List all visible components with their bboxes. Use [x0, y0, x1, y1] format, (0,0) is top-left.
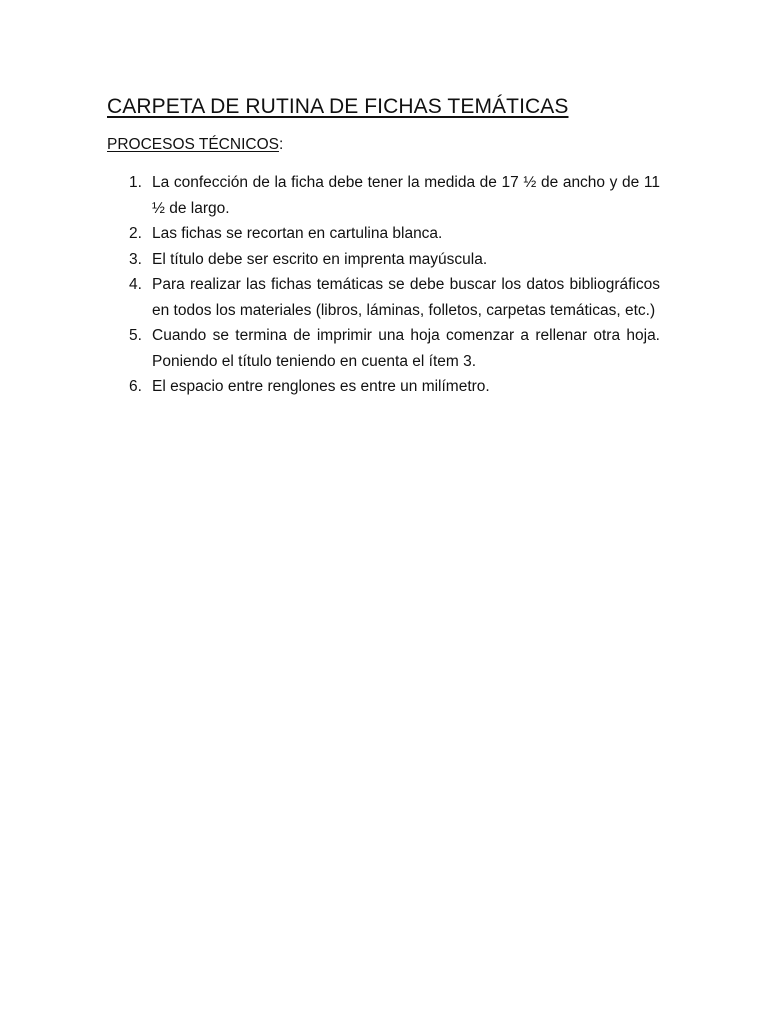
list-item: [107, 374, 660, 400]
section-heading: [107, 134, 660, 156]
list-item-text: Las fichas se recortan en cartulina blanca.: [152, 225, 443, 242]
list-item: [107, 323, 660, 374]
list-item: [107, 170, 660, 221]
list-item-text: Cuando se termina de imprimir una hoja comenzar a rellenar otra hoja. Poniendo el título teniendo en cuenta el ítem 3.: [152, 327, 660, 370]
list-item-number: 5.: [129, 327, 142, 344]
document-body: [107, 94, 660, 400]
list-item-text: La confección de la ficha debe tener la medida de 17 ½ de ancho y de 11 ½ de largo.: [152, 174, 660, 217]
list-item: [107, 272, 660, 323]
list-item: [107, 221, 660, 247]
section-heading-colon: :: [278, 136, 284, 153]
list-item: [107, 247, 660, 273]
list-item-text: Para realizar las fichas temáticas se debe buscar los datos bibliográficos en todos los materiales (libros, láminas, folletos, carpetas temáticas, etc.): [152, 276, 660, 319]
list-item-number: 1.: [129, 174, 142, 191]
list-item-text: El espacio entre renglones es entre un milímetro.: [152, 378, 490, 395]
list-item-number: 2.: [129, 225, 142, 242]
list-item-number: 4.: [129, 276, 142, 293]
list-item-number: 6.: [129, 378, 142, 395]
document-title: CARPETA DE RUTINA DE FICHAS TEMÁTICAS: [107, 95, 569, 118]
list-item-text: El título debe ser escrito en imprenta mayúscula.: [152, 250, 488, 268]
list-item-number: 3.: [129, 250, 142, 268]
section-heading-text: PROCESOS TÉCNICOS: [107, 136, 279, 153]
procedure-steps-list: [107, 170, 660, 400]
